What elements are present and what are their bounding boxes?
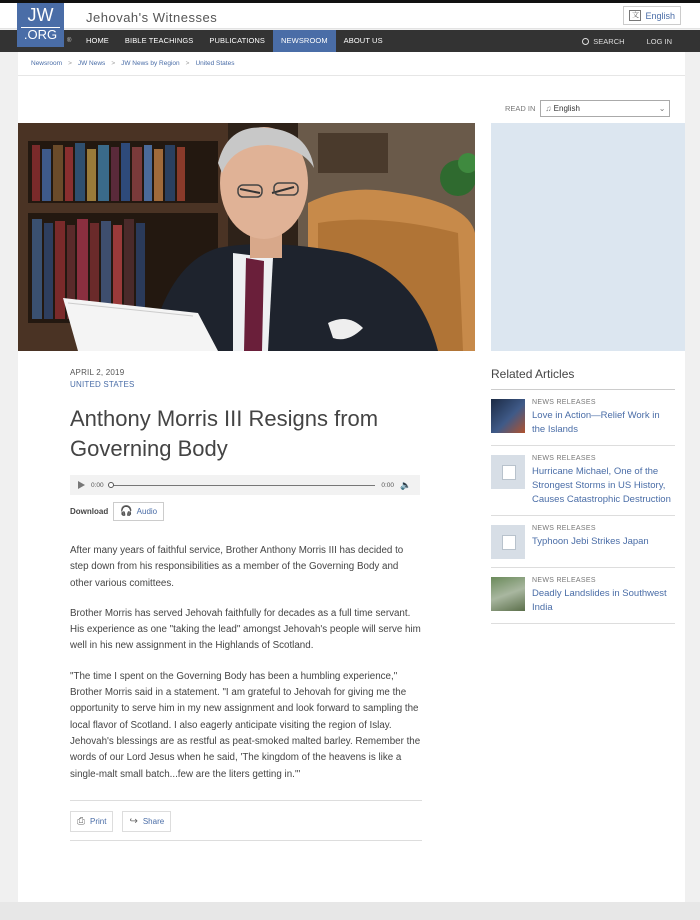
nav-home[interactable]: HOME (86, 36, 109, 45)
play-icon[interactable] (78, 481, 85, 489)
related-category: NEWS RELEASES (532, 577, 596, 584)
share-label: Share (142, 816, 165, 826)
print-button[interactable] (70, 811, 113, 832)
registered-mark: ® (67, 38, 72, 44)
article-title: Anthony Morris III Resigns from Governing Body (70, 406, 379, 461)
document-icon (491, 525, 525, 559)
related-category: NEWS RELEASES (532, 455, 596, 462)
landslide-thumbnail-icon (491, 577, 525, 611)
breadcrumb-separator-icon: > (185, 60, 190, 67)
search-icon (582, 38, 589, 45)
download-row (70, 502, 422, 521)
translate-icon: 文 (629, 10, 641, 21)
audio-label: Audio (136, 507, 158, 516)
volume-icon[interactable]: 🔈 (400, 480, 412, 490)
search-label: SEARCH (593, 36, 625, 46)
page-content (18, 52, 685, 902)
related-category: NEWS RELEASES (532, 399, 596, 406)
article-date: APRIL 2, 2019 (70, 368, 125, 377)
page-footer (0, 902, 700, 920)
nav-about-us[interactable]: ABOUT US (343, 36, 383, 45)
article-actions (70, 811, 422, 832)
progress-track[interactable] (110, 485, 376, 486)
article-paragraph: "The time I spent on the Governing Body has been a humbling experience," Brother Morris said in a statement. "I am grateful to Jehovah for giving me the opportunity to serve him in my new assignment and look forward to sampling the local flavor of Scotland. I also eagerly anticipate visiting the region of Islay. Jehovah's blessings are as restful as peat-smoked malted barley. Remember the words of our Lord Jesus when he said, 'The kingdom of the heavens is like a single-malt small batch...few are the liters getting in.'" (70, 670, 421, 780)
progress-knob[interactable] (108, 482, 114, 488)
audio-player (70, 475, 420, 495)
main-nav (0, 30, 700, 52)
search-button[interactable] (582, 37, 624, 46)
related-title[interactable]: Typhoon Jebi Strikes Japan (532, 536, 649, 547)
related-item[interactable] (491, 516, 675, 568)
divider (70, 840, 422, 841)
related-item[interactable] (491, 568, 675, 624)
article-paragraph: After many years of faithful service, Brother Anthony Morris III has decided to step down from his responsibilities as a member of the Governing Body and other various comittees. (70, 545, 404, 589)
print-label: Print (90, 816, 107, 826)
share-button[interactable] (122, 811, 171, 832)
jw-logo[interactable] (17, 3, 64, 47)
related-item[interactable] (491, 446, 675, 516)
current-time: 0:00 (91, 481, 104, 489)
download-label: Download (70, 507, 109, 516)
read-in-label: READ IN (505, 104, 536, 113)
nav-publications[interactable]: PUBLICATIONS (209, 36, 266, 45)
related-title[interactable]: Deadly Landslides in Southwest India (532, 588, 667, 613)
related-item[interactable] (491, 390, 675, 446)
breadcrumb-region[interactable]: JW News by Region (121, 60, 180, 67)
nav-bible-teachings[interactable]: BIBLE TEACHINGS (124, 36, 194, 45)
share-icon: ↪ (129, 815, 138, 827)
article (70, 368, 422, 841)
logo-top: JW (27, 5, 54, 25)
related-title[interactable]: Hurricane Michael, One of the Strongest Storms in US History, Causes Catastrophic Destruction (532, 466, 671, 505)
site-name: Jehovah's Witnesses (86, 10, 218, 25)
login-button[interactable]: LOG IN (646, 36, 672, 46)
hero-image (18, 123, 475, 351)
headphones-icon: ♫ (545, 104, 554, 113)
related-category: NEWS RELEASES (532, 525, 596, 532)
article-paragraph: Brother Morris has served Jehovah faithfully for decades as a full time servant. His experience as one "taking the lead" amongst Jehovah's people will serve him well in his new assignment in the Highlands of Scotland. (70, 607, 421, 652)
breadcrumb-separator-icon: > (111, 60, 116, 67)
breadcrumb (18, 52, 685, 76)
logo-bottom: .ORG (21, 27, 60, 42)
audio-download-button[interactable] (113, 502, 164, 521)
related-articles (491, 367, 675, 624)
breadcrumb-separator-icon: > (68, 60, 72, 67)
breadcrumb-jw-news[interactable]: JW News (77, 60, 106, 67)
divider (70, 800, 422, 801)
video-thumbnail-icon (491, 399, 525, 433)
article-country[interactable]: UNITED STATES (70, 380, 135, 389)
read-in (505, 100, 670, 117)
chevron-down-icon: ⌄ (658, 104, 666, 113)
nav-newsroom[interactable]: NEWSROOM (273, 30, 336, 52)
side-panel (491, 123, 685, 351)
related-title[interactable]: Love in Action—Relief Work in the Islands (532, 410, 660, 435)
site-header (0, 3, 700, 29)
breadcrumb-newsroom[interactable]: Newsroom (31, 60, 63, 67)
language-button-label: English (645, 10, 675, 21)
headphones-icon: 🎧 (120, 506, 133, 517)
language-select-value: English (553, 104, 580, 113)
breadcrumb-united-states[interactable]: United States (195, 60, 235, 67)
language-select[interactable] (540, 100, 670, 117)
language-button[interactable] (623, 6, 681, 25)
printer-icon: ⎙ (77, 815, 85, 827)
document-icon (491, 455, 525, 489)
related-heading: Related Articles (491, 367, 675, 390)
total-time: 0:00 (381, 481, 394, 489)
